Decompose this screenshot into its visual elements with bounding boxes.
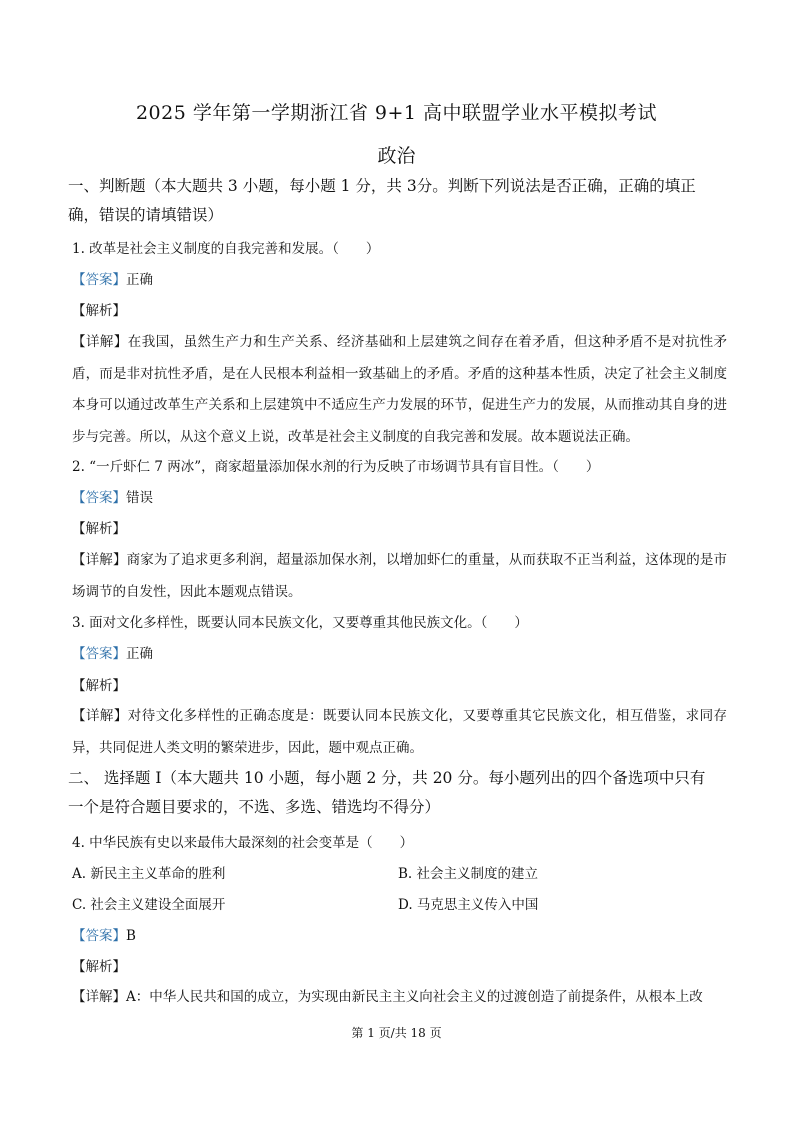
detail-label: 【详解】: [72, 552, 127, 568]
page-number: 第 1 页/共 18 页: [351, 1026, 442, 1040]
answer-value: B: [126, 928, 136, 944]
page-title: 2025 学年第一学期浙江省 9+1 高中联盟学业水平模拟考试: [135, 102, 658, 124]
detail-text: 商家为了追求更多利润，超量添加保水剂，以增加虾仁的重量，从而获取不正当利益，这体现的是市场调节的自发性，因此本题观点错误。: [72, 552, 728, 600]
section1-heading-line2: 确，错误的请填错误）: [68, 206, 224, 224]
section2-heading: [68, 764, 728, 822]
question-4-option-c: C. 社会主义建设全面展开: [72, 897, 226, 913]
question-4-detail: [72, 982, 727, 1014]
question-3-answer: [72, 644, 153, 664]
question-4-analysis-label: 【解析】: [72, 959, 126, 975]
question-1-stem: 1. 改革是社会主义制度的自我完善和发展。（ ）: [72, 241, 380, 257]
detail-text: 在我国，虽然生产力和生产关系、经济基础和上层建筑之间存在着矛盾，但这种矛盾不是对抗性矛盾，而是非对抗性矛盾，是在人民根本利益相一致基础上的矛盾。矛盾的这种基本性质，决定了社会主义制度本身可以通过改革生产关系和上层建筑中不适应生产力发展的环节，促进生产力的发展，从而推动其自身的进步与完善。所以，从这个意义上说，改革是社会主义制度的自我完善和发展。故本题说法正确。: [72, 334, 728, 445]
question-2-answer: [72, 488, 153, 508]
answer-value: 错误: [126, 490, 153, 506]
question-4-option-b: B. 社会主义制度的建立: [398, 866, 539, 882]
question-4-option-d: D. 马克思主义传入中国: [398, 897, 539, 913]
section2-heading-line1: 二、 选择题 I（本大题共 10 小题，每小题 2 分，共 20 分。每小题列出的四个备选项中只有: [68, 769, 706, 787]
question-2-analysis-label: 【解析】: [72, 521, 126, 537]
question-2-stem: 2. “一斤虾仁 7 两冰”，商家超量添加保水剂的行为反映了市场调节具有盲目性。（ ）: [72, 459, 600, 475]
question-1-answer: [72, 270, 153, 290]
question-4-option-a: A. 新民主主义革命的胜利: [72, 866, 226, 882]
section2-heading-line2: 一个是符合题目要求的，不选、多选、错选均不得分）: [68, 798, 441, 816]
question-1-detail: [72, 327, 727, 453]
detail-label: 【详解】: [72, 708, 128, 724]
answer-label: 【答案】: [72, 928, 126, 944]
answer-value: 正确: [126, 272, 153, 288]
section1-heading-line1: 一、判断题（本大题共 3 小题，每小题 1 分，共 3分。判断下列说法是否正确，正确的填正: [68, 177, 696, 195]
question-3-analysis-label: 【解析】: [72, 678, 126, 694]
question-1-analysis-label: 【解析】: [72, 303, 126, 319]
detail-label: 【详解】: [72, 989, 126, 1005]
question-4-stem: 4. 中华民族有史以来最伟大最深刻的社会变革是（ ）: [72, 835, 414, 851]
question-3-detail: [72, 701, 727, 764]
detail-text: A：中华人民共和国的成立，为实现由新民主主义向社会主义的过渡创造了前提条件，从根本上改: [126, 989, 703, 1005]
section1-heading: [68, 172, 728, 230]
answer-value: 正确: [126, 646, 153, 662]
detail-label: 【详解】: [72, 334, 128, 350]
answer-label: 【答案】: [72, 490, 126, 506]
subject-title: 政治: [377, 145, 416, 167]
question-2-detail: [72, 545, 727, 608]
detail-text: 对待文化多样性的正确态度是：既要认同本民族文化，又要尊重其它民族文化，相互借鉴，求同存异，共同促进人类文明的繁荣进步，因此，题中观点正确。: [72, 708, 728, 756]
question-3-stem: 3. 面对文化多样性，既要认同本民族文化，又要尊重其他民族文化。（ ）: [72, 615, 528, 631]
answer-label: 【答案】: [72, 272, 126, 288]
question-4-answer: [72, 926, 136, 946]
answer-label: 【答案】: [72, 646, 126, 662]
